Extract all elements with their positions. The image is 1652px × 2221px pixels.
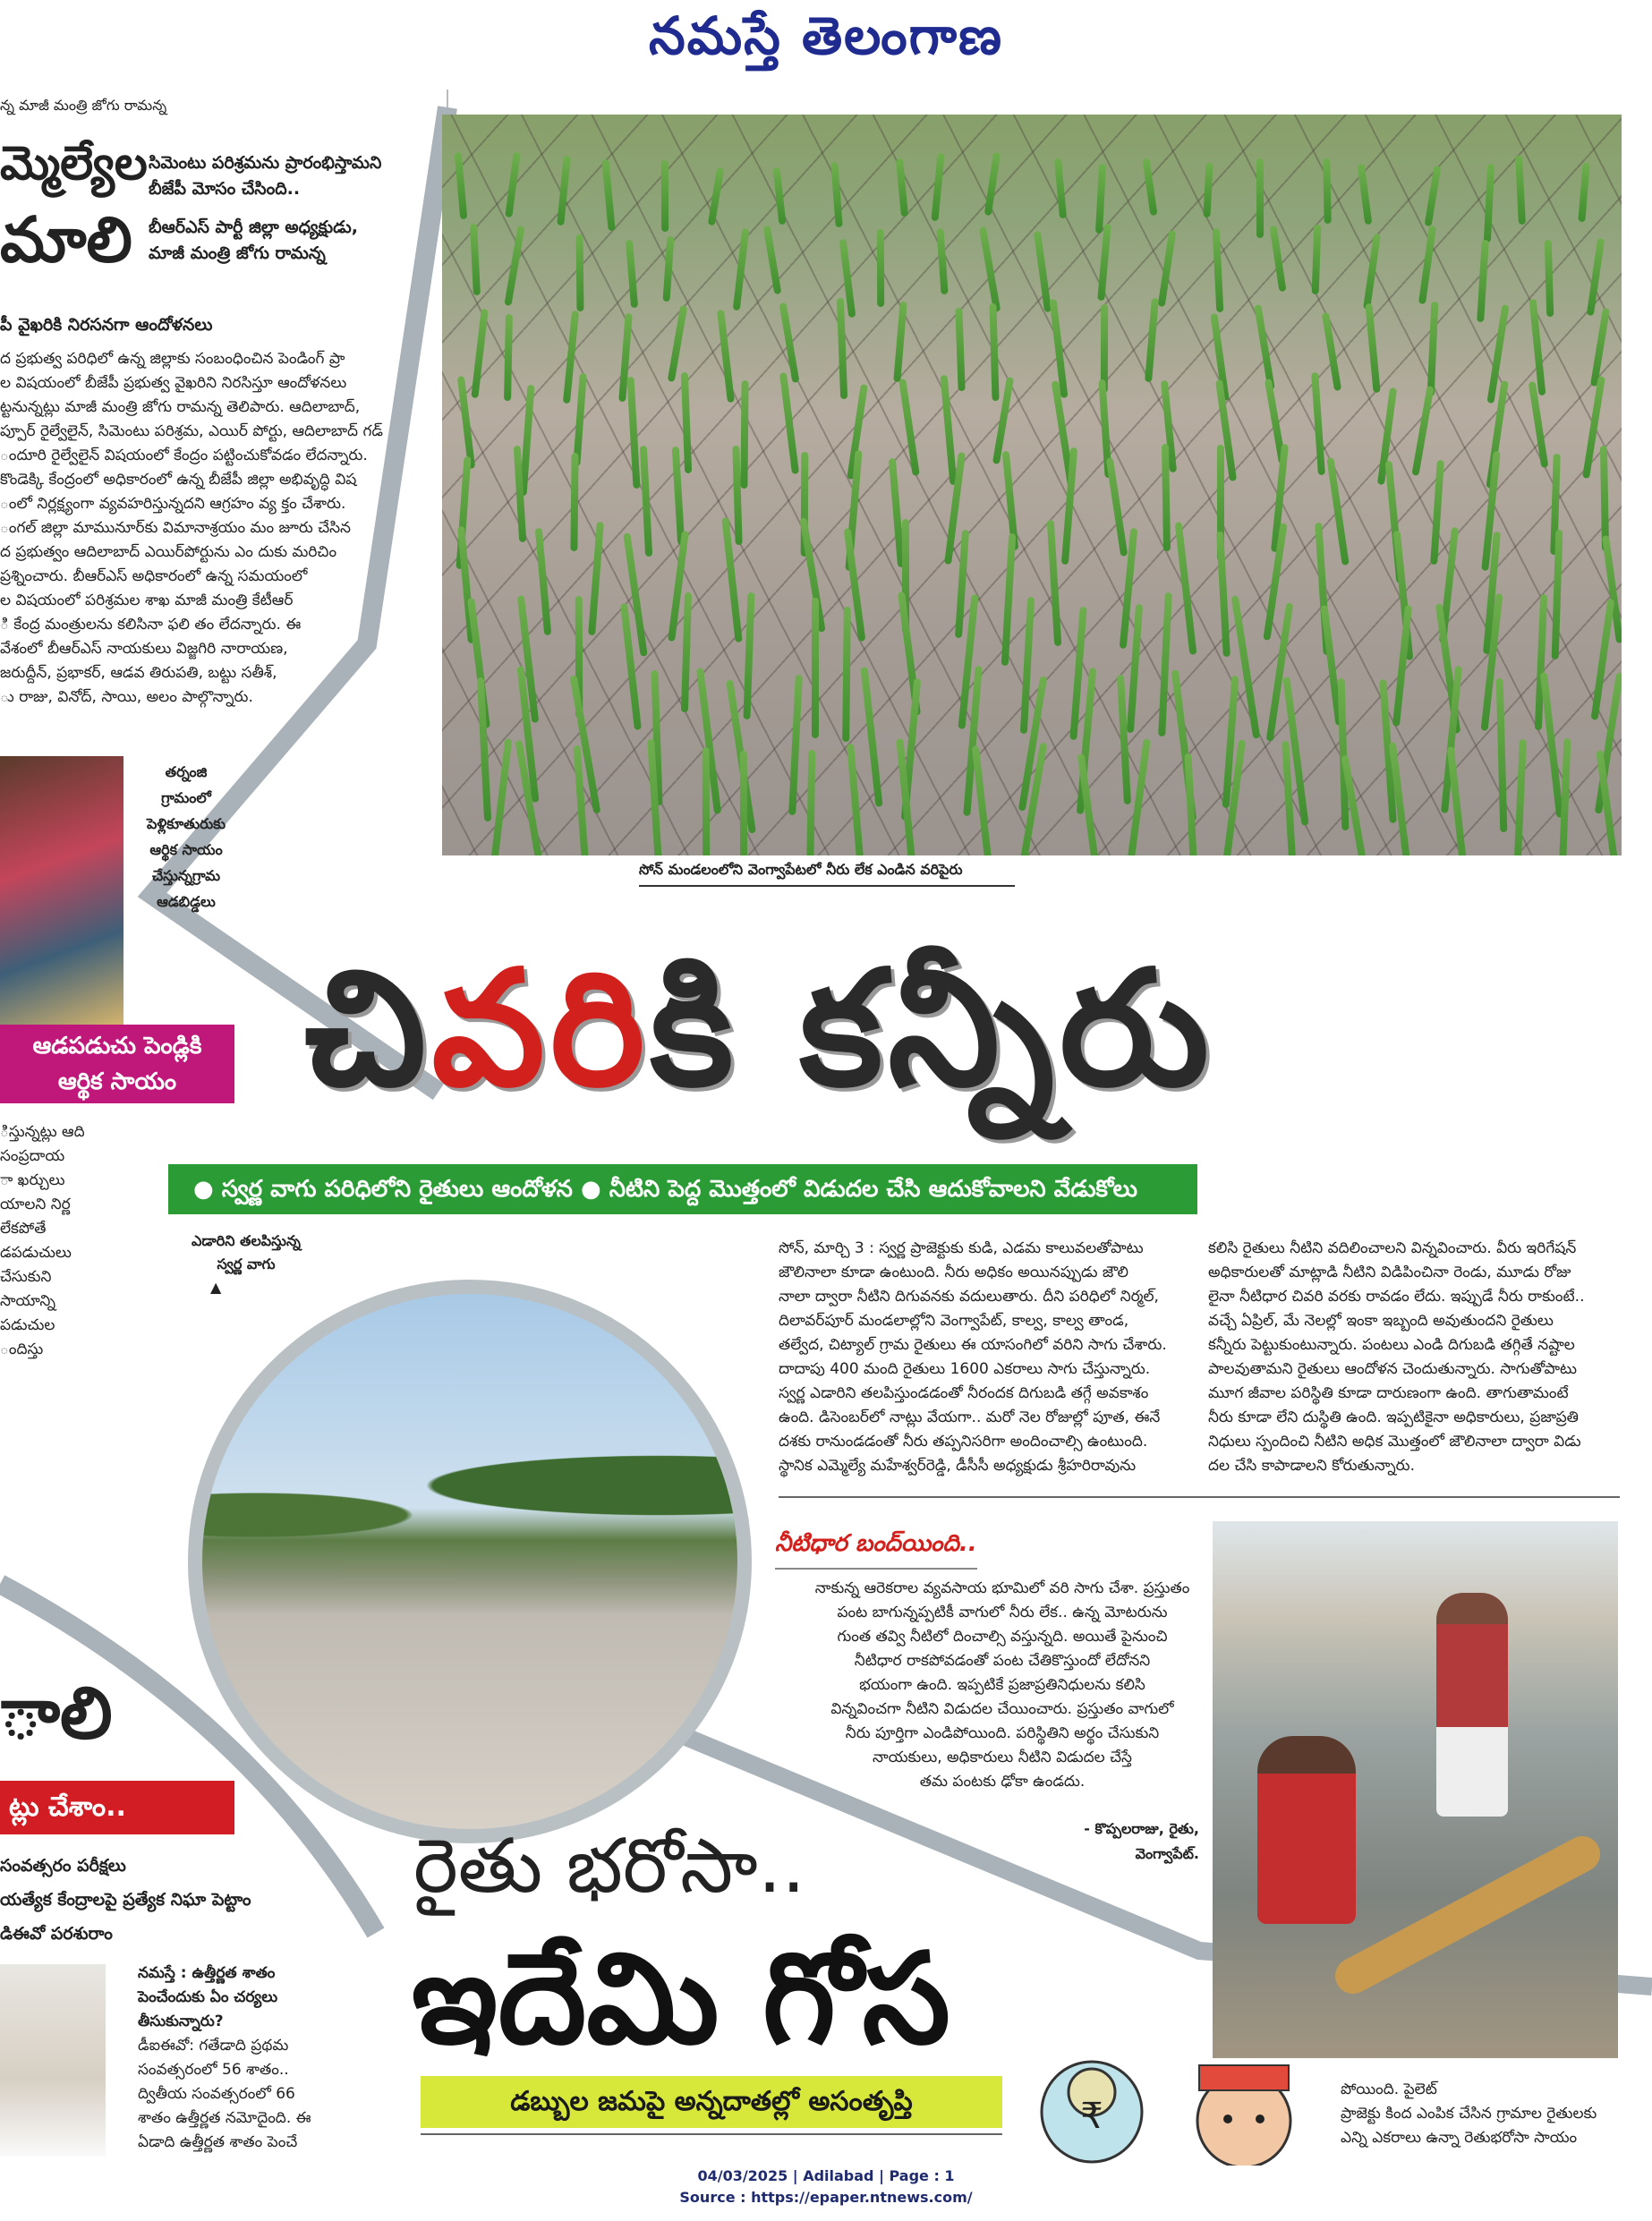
left-top-bullets	[149, 150, 399, 267]
rice-seedling	[1323, 158, 1332, 224]
caption-top: న్న మాజీ మంత్రి జోగు రామన్న	[0, 97, 167, 114]
bullet-item: బీఆర్‌ఎస్ పార్టీ జిల్లా అధ్యక్షుడు, మాజీ మంత్రి జోగు రామన్న	[149, 217, 358, 263]
caption-line: ఆడబిడ్డలు	[157, 893, 216, 910]
quote-line: నాకున్న ఆరెకరాల వ్యవసాయ భూమిలో వరి సాగు చేశా. ప్రస్తుతం	[814, 1579, 1190, 1597]
rice-seedling	[1512, 739, 1527, 855]
quote-line: తమ పంటకు ఢోకా ఉండదు.	[919, 1773, 1086, 1791]
rice-seedling	[570, 453, 578, 551]
sub-line: సంవత్సరం పరీక్షలు	[0, 1856, 126, 1876]
rice-seedling	[1539, 672, 1563, 818]
rice-seedling	[1358, 164, 1373, 225]
rice-seedling	[626, 240, 638, 308]
village-photo-caption	[132, 759, 240, 915]
rice-seedling	[1366, 303, 1381, 393]
rice-seedling	[843, 607, 852, 742]
body-line: తల్వేద, చిట్యాల్ గ్రామ రైతులు ఈ యాసంగిలో వరిని సాగు చేశారు.	[779, 1336, 1167, 1354]
rice-seedling	[1095, 164, 1106, 234]
rice-seedling	[1515, 156, 1526, 225]
caption-line: పెళ్లికూతురుకు	[146, 815, 226, 832]
qa-line: నమస్తే : ఉత్తీర్ణత శాతం	[138, 1964, 276, 1982]
rice-seedling	[570, 675, 601, 813]
rice-seedling	[717, 309, 735, 402]
rice-seedling	[1020, 597, 1035, 735]
left-top-body	[0, 347, 430, 710]
rice-seedling	[1578, 162, 1589, 222]
body-line: పాలవుతామని రైతులు ఆందోళన చెందుతున్నారు. సాగుతోపాటు	[1208, 1360, 1578, 1378]
rice-seedling	[1184, 753, 1199, 855]
masthead-title: నమస్తే తెలంగాణ	[649, 5, 1003, 66]
sub-line: యత్యేక కేంద్రాలపై ప్రత్యేక నిఘా పెట్టాం	[0, 1890, 251, 1910]
rice-seedling	[1142, 158, 1157, 217]
body-line: ప్పూర్ రైల్వేలైన్, సిమెంటు పరిశ్రమ, ఎయిర్ పోర్టు, ఆదిలాబాద్ గడ్	[0, 422, 383, 440]
rice-seedling	[990, 303, 1000, 401]
rice-seedling	[504, 314, 513, 401]
rice-seedling	[1363, 234, 1381, 310]
qa-line: డీఐఈవో: గతేడాది ప్రథమ	[138, 2037, 289, 2055]
bottom-headline-2: ఇదేమి గోస	[412, 1927, 950, 2072]
body-line: దల చేసి కాపాడాలని కోరుతున్నారు.	[1208, 1457, 1415, 1475]
rice-seedling	[972, 745, 995, 855]
qa-line: సంవత్సరంలో 56 శాతం..	[138, 2061, 289, 2079]
rice-seedling	[471, 309, 488, 399]
article-col-2	[1208, 1237, 1620, 1478]
rice-seedling	[1061, 447, 1077, 566]
rice-seedling	[779, 372, 798, 474]
red-headline-strip: ట్లు చేశాం..	[0, 1781, 234, 1834]
body-line: వచ్చే ఏప్రిల్, మే నెలల్లో ఇంకా ఇబ్బంది అవుతుందని రైతులు	[1208, 1312, 1554, 1330]
pink-line: ఆర్థిక సాయం	[57, 1068, 177, 1095]
rice-seedling	[860, 667, 882, 807]
quote-heading: నీటిధార బంద్‌యింది..	[775, 1530, 977, 1570]
rice-seedling	[563, 311, 579, 404]
caption-line: గ్రామంలో	[161, 789, 211, 806]
rice-seedling	[1477, 240, 1489, 322]
body-line: ద ప్రభుత్వ పరిధిలో ఉన్న జిల్లాకు సంబంధించిన పెండింగ్ ప్రా	[0, 350, 345, 368]
rice-seedling	[477, 677, 491, 821]
qa-line: పెంచేందుకు ఏం చర్యలు	[138, 1988, 278, 2006]
body-line: ఉంది. డిసెంబర్‌లో నాట్లు వేయగా.. మరో నెల రోజుల్లో పూత, ఈనే	[779, 1408, 1161, 1426]
body-line: నిధులు స్పందించి నీటిని అధిక మొత్తంలో జౌలినాలా ద్వారా విడు	[1208, 1433, 1581, 1451]
rice-seedling	[979, 226, 1001, 312]
body-line: లైనా నీటిధార చివరి వరకు రావడం లేదు. ఇప్పుడే నీరు రాకుంటే..	[1208, 1288, 1585, 1306]
body-line: ద ప్రభుత్వం ఆదిలాబాద్ ఎయిర్‌పోర్టును ఎం దుకు మరిచిం	[0, 543, 337, 561]
rice-seedling	[1174, 522, 1196, 655]
rice-seedling	[931, 153, 944, 222]
quote-line: పంట బాగున్నప్పటికీ వాగులో నీరు లేక.. ఉన్న మోటరును	[837, 1604, 1168, 1621]
footer-source-link[interactable]: Source : https://epaper.ntnews.com/	[679, 2189, 973, 2206]
circle-photo-caption	[166, 1230, 327, 1299]
snippet-line: ఎన్ని ఎకరాలు ఉన్నా రెతుభరోసా సాయం	[1341, 2129, 1578, 2147]
left-mid-body	[0, 1120, 98, 1362]
main-headline	[304, 917, 1629, 1150]
body-line: లేకపోతే	[0, 1220, 47, 1238]
rice-seedling	[1254, 304, 1275, 390]
body-line: దాదాపు 400 మంది రైతులు 1600 ఎకరాలు సాగు చేస్తున్నారు.	[779, 1360, 1151, 1378]
quote-line: గుంత తవ్వి నీటిలో దించాల్సి వస్తున్నది. అయితే పైనుంచి	[837, 1628, 1168, 1646]
body-line: కొండెక్కి కేంద్రంలో అధికారంలో ఉన్న బీజేపీ జిల్లా అభివృద్ధి విష	[0, 471, 357, 489]
quote-signature	[1038, 1817, 1199, 1867]
rice-seedling	[1326, 457, 1349, 566]
rice-seedling	[681, 372, 692, 473]
body-line: ి కేంద్ర మంత్రులను కలిసినా ఫలి తం లేదన్నారు. ఈ	[0, 616, 302, 634]
rice-seedling	[1158, 230, 1177, 307]
rice-seedling	[1430, 460, 1444, 565]
body-line: ప్రశ్నించారు. బీఆర్‌ఎస్ అధికారంలో ఉన్న సమయంలో	[0, 567, 308, 585]
headline-part-3: కి కన్నీరు	[650, 936, 1215, 1121]
quote-line: విన్నవించగా నీటిని విడుదల చేయించారు. ప్రస్తుతం వాగులో	[830, 1700, 1174, 1718]
svg-text:₹: ₹	[1080, 2096, 1103, 2137]
left-bottom-headline: ాలి	[0, 1672, 113, 1755]
main-photo-caption: సోన్ మండలంలోని వెంగ్వాపేటలో నీరు లేక ఎండిన వరిపైరు	[639, 861, 1015, 887]
left-bottom-subs	[0, 1849, 268, 1951]
body-line: స్థానిక ఎమ్మెల్యే మహేశ్వర్‌రెడ్డి, డీసీసీ అధ్యక్షుడు శ్రీహరిరావును	[779, 1457, 1137, 1475]
rice-seedling	[1311, 372, 1325, 475]
body-line: దశకు రానుండడంతో నీరు తప్పనిసరిగా అందించాల్సి ఉంటుంది.	[779, 1433, 1148, 1451]
body-line: జరుద్దీన్, ప్రభాకర్, ఆడవ తిరుపతి, బట్టు సతీశ్,	[0, 664, 277, 682]
rice-seedling	[535, 528, 552, 635]
rice-seedling	[1322, 312, 1341, 391]
pink-headline-box	[0, 1025, 234, 1103]
rice-seedling	[661, 160, 668, 232]
rice-seedling	[1127, 603, 1143, 732]
rice-seedling	[1338, 678, 1350, 830]
body-line: ల విషయంలో బీజేపీ ప్రభుత్వ వైఖరిని నిరసిస్తూ ఆందోళనలు	[0, 374, 347, 392]
pink-line: ఆడపడుచు పెండ్లికి	[32, 1033, 202, 1059]
farmers-motor-photo	[1213, 1521, 1618, 2058]
bottom-rule	[421, 2133, 1002, 2135]
rice-seedling	[1256, 158, 1264, 238]
rice-seedling	[1496, 678, 1508, 832]
rice-seedling	[1001, 533, 1017, 667]
signature-line: వెంగ్వాపేట్.	[1135, 1845, 1199, 1862]
body-line: సంప్రదాయ	[0, 1147, 65, 1165]
footer-date-line: 04/03/2025 | Adilabad | Page : 1	[697, 2167, 955, 2184]
body-line: యాలని నిర్ణ	[0, 1196, 71, 1213]
body-line: ు రాజు, వినోద్, సాయి, అలం పాల్గొన్నారు.	[0, 688, 253, 706]
green-subhead-bar: ● స్వర్ణ వాగు పరిధిలోని రైతులు ఆందోళన ● నీటిని పెద్ద మొత్తంలో విడుదల చేసి ఆదుకోవాలని వేడుకోలు	[168, 1164, 1197, 1214]
rice-seedling	[558, 155, 572, 225]
rice-seedling	[893, 301, 907, 381]
caption-line: ఎడారిని తలపిస్తున్న	[192, 1232, 301, 1249]
rice-seedling	[1270, 225, 1287, 292]
qa-line: తీసుకున్నారు?	[138, 2013, 224, 2030]
rice-seedling	[505, 226, 525, 306]
rice-seedling	[1213, 228, 1224, 312]
body-line: మూగ జీవాల పరిస్థితి కూడా దారుణంగా ఉంది. తాగుతామంటే	[1208, 1384, 1569, 1402]
rice-seedling	[779, 302, 799, 383]
body-line: కన్నీరు పెట్టుకుంటున్నారు. పంటలు ఎండి దిగుబడి తగ్గితే నష్టాల	[1208, 1336, 1575, 1354]
rice-seedling	[1424, 166, 1441, 227]
qa-line: ద్వితీయ సంవత్సరంలో 66	[138, 2085, 295, 2103]
quote-line: భయంగా ఉంది. ఇప్పటికే ప్రజాప్రతినిధులను కలిసి	[859, 1676, 1145, 1694]
rice-seedling	[1426, 301, 1438, 396]
article-col-1	[779, 1237, 1190, 1478]
sub-line: డిఈవో పరశురాం	[0, 1924, 113, 1944]
caption-arrow-icon: ▲	[210, 1279, 222, 1296]
body-line: సాయాన్ని	[0, 1292, 56, 1310]
rice-seedling	[702, 747, 710, 855]
caption-line: ఆర్థిక సాయం	[149, 841, 223, 858]
rice-seedling	[1418, 226, 1436, 304]
rice-seedling	[936, 227, 948, 294]
rice-seedling	[1098, 224, 1112, 302]
rice-seedling	[955, 530, 969, 638]
right-bottom-snippet	[1341, 2078, 1627, 2150]
body-line: నాలా ద్వారా నీటిని దిగువనకు వదులుతారు. దీని పరిధిలో నిర్మల్,	[779, 1288, 1159, 1306]
body-line: వేశంలో బీఆర్‌ఎస్ నాయకులు విజ్జగిరి నారాయణ,	[0, 640, 288, 658]
rice-seedling	[454, 152, 467, 219]
signature-line: - కొప్పలరాజు, రైతు,	[1084, 1820, 1199, 1837]
rice-seedling	[1216, 532, 1230, 657]
footer	[0, 2166, 1652, 2208]
dry-stream-circle-photo	[188, 1280, 752, 1843]
farmer-money-cartoon	[1020, 2013, 1316, 2166]
rice-seedling	[876, 229, 883, 307]
rice-seedling	[707, 167, 724, 226]
headline-part-1: చి	[304, 936, 432, 1121]
rice-seedling	[1161, 444, 1170, 551]
rice-seedling	[1158, 592, 1172, 737]
body-line: ా ఖర్చులు	[0, 1171, 65, 1189]
rice-seedling	[1484, 164, 1494, 243]
rice-seedling	[763, 225, 782, 294]
rice-seedling	[941, 375, 958, 485]
rice-seedling	[741, 379, 749, 488]
rice-seedling	[1053, 158, 1066, 219]
body-line: ందూరి రైల్వేలైన్ విషయంలో కేంద్రం పట్టించుకోవడం లేదన్నారు.	[0, 447, 368, 464]
rice-seedling	[487, 738, 513, 855]
body-line: ిస్తున్నట్లు ఆది	[0, 1123, 85, 1141]
rice-seedling	[1587, 238, 1605, 316]
qa-line: శాతం ఉత్తీర్ణత నమోదైంది. ఈ	[138, 2109, 311, 2127]
rice-seedling	[668, 305, 687, 382]
rice-seedling	[602, 159, 616, 231]
column-rule	[779, 1496, 1620, 1498]
rice-seedling	[847, 744, 866, 855]
rice-seedling	[505, 151, 521, 217]
left-bottom-qa	[138, 1961, 344, 2155]
rice-seedling	[744, 591, 755, 719]
rice-seedling	[1392, 605, 1412, 727]
yellow-subhead-bar: డబ్బుల జమపై అన్నదాతల్లో అసంతృప్తి	[421, 2076, 1002, 2128]
snippet-line: ప్రాజెక్టు కింద ఎంపిక చేసిన గ్రామాల రైతులకు	[1341, 2105, 1597, 2123]
rice-seedling	[576, 234, 584, 311]
rice-seedling	[837, 298, 847, 399]
quote-line: నీటిధార రాకపోవడంతో పంట చేతికొస్తుందో లేదోనని	[854, 1652, 1151, 1670]
rice-seedling	[984, 151, 1000, 215]
bullet-item: సిమెంటు పరిశ్రమను ప్రారంభిస్తామని బీజేపీ మోసం చేసింది..	[149, 153, 382, 199]
snippet-line: పోయింది. పైలెట్	[1341, 2081, 1437, 2098]
rice-seedling	[773, 167, 787, 225]
worker-figure	[1257, 1736, 1356, 1924]
headline-fragment-2: మాలి	[0, 203, 132, 277]
rice-seedling	[470, 224, 481, 295]
rice-seedling	[806, 749, 815, 855]
body-line: డపడుచులు	[0, 1244, 72, 1262]
rice-seedling	[789, 674, 804, 814]
rice-seedling	[733, 227, 750, 310]
rice-seedling	[740, 751, 747, 855]
qa-line: ఏడాది ఉత్తీర్ణత శాతం పెంచే	[138, 2133, 298, 2151]
official-photo	[0, 1964, 106, 2157]
rice-seedling	[1204, 162, 1213, 217]
body-line: నీరు కూడా లేని దుస్థితి ఉంది. ఇప్పటికైనా అధికారులు, ప్రజాప్రతి	[1208, 1408, 1579, 1426]
caption-line: స్వర్ణ వాగు	[217, 1255, 276, 1272]
body-line: ంగల్ జిల్లా మామునూర్‌కు విమానాశ్రయం మం జూరు చేసిన	[0, 519, 351, 537]
body-line: ల విషయంలో పరిశ్రమల శాఖ మాజీ మంత్రి కేటీఆర్	[0, 591, 294, 609]
body-line: ందిస్తు	[0, 1340, 44, 1358]
rice-seedling	[956, 308, 966, 391]
rice-seedling	[681, 592, 692, 712]
headline-part-red: వరి	[431, 936, 651, 1121]
body-line: జౌలినాలా కూడా ఉంటుంది. నీరు అధికం అయినప్పుడు జౌలి	[779, 1264, 1128, 1281]
quote-line: నీరు పూర్తిగా ఎండిపోయింది. పరిస్థితిని అర్థం చేసుకుని	[845, 1724, 1160, 1742]
headline-fragment-1: మ్మెల్యేల	[0, 137, 148, 191]
rice-seedling	[898, 379, 920, 476]
pipe-shape	[1329, 1830, 1606, 2000]
quote-line: నాయకులు, అధికారులు నీటిని విడుదల చేస్తే	[873, 1749, 1132, 1766]
rice-seedling	[1047, 519, 1062, 645]
rice-seedling	[1446, 746, 1470, 855]
rice-seedling	[1312, 224, 1322, 294]
body-line: స్వర్ణ ఎడారిని తలపిస్తుండడంతో నీరందక దిగుబడి తగ్గే అవకాశం	[779, 1384, 1149, 1402]
dry-paddy-field-photo	[442, 115, 1622, 855]
rice-seedling	[830, 162, 843, 227]
body-line: ట్టనున్నట్లు మాజీ మంత్రి జోగు రామన్న తెలిపారు. ఆదిలాబాద్,	[0, 398, 361, 416]
farmer-figure	[1436, 1593, 1508, 1817]
body-line: ంలో నిర్లక్ష్యంగా వ్యవహరిస్తున్నదని ఆగ్రహం వ్య క్తం చేశారు.	[0, 495, 346, 513]
body-line: చేసుకుని	[0, 1268, 52, 1286]
rice-seedling	[1545, 240, 1554, 317]
rice-seedling	[896, 158, 908, 217]
body-line: సోన్, మార్చి 3 : స్వర్ణ ప్రాజెక్టుకు కుడి, ఎడమ కాలువలతోపాటు	[779, 1239, 1144, 1257]
village-photo	[0, 756, 123, 1025]
bottom-headline-1: రైతు భరోసా..	[413, 1822, 806, 1910]
rice-seedling	[1105, 457, 1128, 557]
body-line: దిలావర్‌పూర్ మండలాల్లోని వెంగ్వాపేట్, కాల్వ, కాల్వ తాండ,	[779, 1312, 1129, 1330]
rice-seedling	[640, 446, 652, 557]
rice-seedling	[662, 236, 674, 302]
rice-seedling	[589, 522, 605, 635]
rice-seedling	[1411, 386, 1434, 476]
rice-seedling	[1145, 298, 1159, 382]
quote-body	[796, 1577, 1208, 1794]
body-line: కలిసి రైతులు నీటిని వదిలించాలని విన్నవించారు. వీరు ఇరిగేషన్	[1208, 1239, 1577, 1257]
rice-seedling	[1590, 308, 1610, 387]
rice-seedling	[627, 377, 641, 489]
body-line: అధికారులతో మాట్లాడి నీటిని విడిపించినా రెండు, మూడు రోజు	[1208, 1264, 1571, 1281]
body-line: పడుచుల	[0, 1316, 55, 1334]
rice-seedling	[812, 598, 819, 738]
caption-line: చేస్తున్నగ్రామ	[151, 867, 221, 884]
trees-shape	[202, 1446, 739, 1544]
caption-line: తర్నంజి	[165, 763, 208, 780]
rice-seedling	[1033, 231, 1051, 312]
left-top-subhead: పీ వైఖరికి నిరసనగా ఆందోళనలు	[0, 315, 213, 335]
